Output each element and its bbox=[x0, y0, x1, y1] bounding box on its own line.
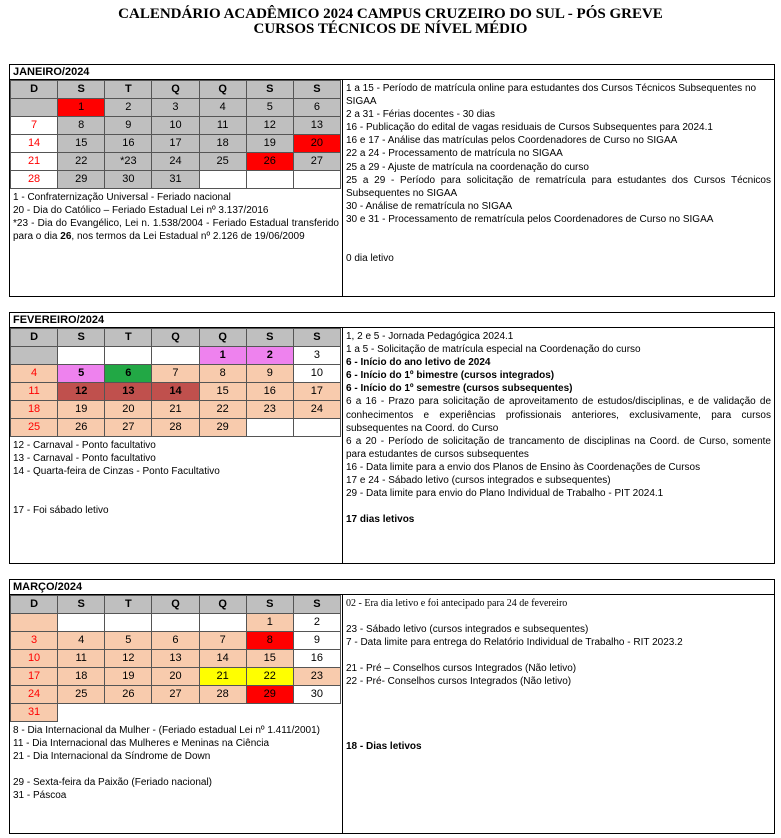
day-cell: 24 bbox=[152, 153, 199, 171]
note: 12 - Carnaval - Ponto facultativo bbox=[13, 440, 156, 451]
day-cell: 9 bbox=[293, 632, 340, 650]
day-cell: 1 bbox=[58, 99, 105, 117]
calendar-january bbox=[10, 80, 342, 245]
note: 17 - Foi sábado letivo bbox=[13, 505, 109, 516]
day-cell bbox=[199, 614, 246, 632]
weekday-cell: S bbox=[246, 329, 293, 347]
day-cell: 19 bbox=[105, 668, 152, 686]
day-cell: 31 bbox=[152, 171, 199, 189]
day-cell: 1 bbox=[246, 614, 293, 632]
total-school-days: 0 dia letivo bbox=[346, 253, 394, 265]
event-item: 6 a 20 - Período de solicitação de trancamento de disciplinas na Coord. de Curso, somente para estudantes de cursos subsequentes bbox=[346, 435, 771, 460]
event-item: 1 a 5 - Solicitação de matrícula especial na Coordenação do curso bbox=[346, 344, 641, 356]
event-item: 6 - Início do 1º semestre (cursos subsequentes) bbox=[346, 383, 573, 395]
day-cell: 29 bbox=[58, 171, 105, 189]
event-item: 22 a 24 - Processamento de matrícula no SIGAA bbox=[346, 148, 563, 160]
day-cell: 2 bbox=[246, 347, 293, 365]
weekday-cell: D bbox=[11, 81, 58, 99]
event-item: 16 - Publicação do edital de vagas residuais de Cursos Subsequentes para 2024.1 bbox=[346, 122, 713, 134]
day-cell: 18 bbox=[199, 135, 246, 153]
day-cell: 11 bbox=[199, 117, 246, 135]
day-cell: 18 bbox=[58, 668, 105, 686]
day-cell: 7 bbox=[199, 632, 246, 650]
day-cell bbox=[246, 704, 293, 722]
day-cell: 27 bbox=[293, 153, 340, 171]
day-cell: 21 bbox=[199, 668, 246, 686]
day-cell: 28 bbox=[199, 686, 246, 704]
day-cell bbox=[293, 419, 340, 437]
event-item: 25 a 29 - Período para solicitação de rematrícula para estudantes dos Cursos Técnicos Subsequentes no SIGAA bbox=[346, 174, 771, 199]
page-subtitle: CURSOS TÉCNICOS DE NÍVEL MÉDIO bbox=[253, 21, 528, 37]
day-cell bbox=[58, 347, 105, 365]
day-cell: 6 bbox=[293, 99, 340, 117]
weekday-cell: Q bbox=[199, 596, 246, 614]
day-cell bbox=[293, 171, 340, 189]
day-cell bbox=[152, 704, 199, 722]
day-cell: 8 bbox=[246, 632, 293, 650]
day-cell bbox=[105, 347, 152, 365]
event-item: 7 - Data limite para entrega do Relatório Individual de Trabalho - RIT 2023.2 bbox=[346, 637, 683, 649]
weekday-cell: D bbox=[11, 329, 58, 347]
day-cell: 20 bbox=[293, 135, 340, 153]
day-cell: 4 bbox=[11, 365, 58, 383]
weekday-cell: S bbox=[293, 329, 340, 347]
day-cell: 26 bbox=[58, 419, 105, 437]
month-january bbox=[9, 64, 775, 297]
day-cell: 25 bbox=[199, 153, 246, 171]
day-cell: 29 bbox=[246, 686, 293, 704]
weekday-cell: T bbox=[105, 596, 152, 614]
weekday-cell: Q bbox=[152, 329, 199, 347]
day-cell: 30 bbox=[105, 171, 152, 189]
day-cell: 6 bbox=[105, 365, 152, 383]
event-item: 1 a 15 - Período de matrícula online para estudantes dos Cursos Técnicos Subsequentes no SIGAA bbox=[346, 83, 757, 108]
weekday-cell: Q bbox=[199, 81, 246, 99]
day-cell: 14 bbox=[199, 650, 246, 668]
weekday-cell: Q bbox=[152, 596, 199, 614]
total-school-days: 17 dias letivos bbox=[346, 514, 415, 526]
events-march bbox=[342, 595, 774, 833]
day-cell: 25 bbox=[11, 419, 58, 437]
day-cell: 15 bbox=[199, 383, 246, 401]
day-cell: 9 bbox=[246, 365, 293, 383]
month-title: FEVEREIRO/2024 bbox=[10, 313, 774, 328]
day-cell: 20 bbox=[152, 668, 199, 686]
day-cell bbox=[152, 614, 199, 632]
note: 14 - Quarta-feira de Cinzas - Ponto Facultativo bbox=[13, 466, 220, 477]
day-cell: 10 bbox=[152, 117, 199, 135]
calendar-grid bbox=[10, 80, 341, 189]
day-cell: 20 bbox=[105, 401, 152, 419]
day-cell: 16 bbox=[293, 650, 340, 668]
day-cell: 26 bbox=[246, 153, 293, 171]
weekday-cell: T bbox=[105, 329, 152, 347]
day-cell: 22 bbox=[58, 153, 105, 171]
weekday-cell: S bbox=[293, 596, 340, 614]
day-cell bbox=[105, 704, 152, 722]
calendar-grid bbox=[10, 328, 341, 437]
day-cell: 11 bbox=[11, 383, 58, 401]
day-cell: 18 bbox=[11, 401, 58, 419]
day-cell bbox=[58, 704, 105, 722]
event-item: 2 a 31 - Férias docentes - 30 dias bbox=[346, 109, 495, 121]
weekday-cell: S bbox=[58, 329, 105, 347]
month-february bbox=[9, 312, 775, 564]
day-cell: 13 bbox=[293, 117, 340, 135]
page-title: CALENDÁRIO ACADÊMICO 2024 CAMPUS CRUZEIRO DO SUL - PÓS GREVE bbox=[118, 6, 663, 22]
day-cell: 23 bbox=[246, 401, 293, 419]
weekday-cell: Q bbox=[199, 329, 246, 347]
day-cell: 19 bbox=[246, 135, 293, 153]
event-item: 30 e 31 - Processamento de rematrícula pelos Coordenadores de Curso no SIGAA bbox=[346, 213, 714, 225]
day-cell: 8 bbox=[58, 117, 105, 135]
day-cell: 30 bbox=[293, 686, 340, 704]
day-cell bbox=[152, 347, 199, 365]
note: 21 - Dia Internacional da Síndrome de Down bbox=[13, 751, 211, 762]
calendar-grid bbox=[10, 595, 341, 722]
weekday-cell: S bbox=[58, 81, 105, 99]
weekday-cell: S bbox=[246, 81, 293, 99]
note: *23 - Dia do Evangélico, Lei n. 1.538/2004 - Feriado Estadual transferido para o dia 26, nos termos da Lei Estadual nº 2.126 de 19/06/2009 bbox=[13, 218, 339, 242]
day-cell: 14 bbox=[152, 383, 199, 401]
day-cell: 6 bbox=[152, 632, 199, 650]
note: 31 - Páscoa bbox=[13, 790, 67, 801]
weekday-cell: S bbox=[293, 81, 340, 99]
day-cell: 22 bbox=[199, 401, 246, 419]
day-cell: 3 bbox=[152, 99, 199, 117]
total-school-days: 18 - Dias letivos bbox=[346, 741, 422, 753]
day-cell bbox=[11, 99, 58, 117]
event-item: 22 - Pré- Conselhos cursos Integrados (Não letivo) bbox=[346, 676, 572, 688]
day-cell: 21 bbox=[152, 401, 199, 419]
day-cell: 28 bbox=[11, 171, 58, 189]
event-item: 25 a 29 - Ajuste de matrícula na coordenação do curso bbox=[346, 161, 589, 173]
day-cell: 1 bbox=[199, 347, 246, 365]
month-march bbox=[9, 579, 775, 834]
events-february bbox=[342, 328, 774, 563]
day-cell: *23 bbox=[105, 153, 152, 171]
day-cell: 17 bbox=[11, 668, 58, 686]
holiday-notes bbox=[10, 437, 342, 519]
day-cell: 2 bbox=[293, 614, 340, 632]
event-item: 17 e 24 - Sábado letivo (cursos integrados e subsequentes) bbox=[346, 475, 611, 487]
event-item: 02 - Era dia letivo e foi antecipado para 24 de fevereiro bbox=[346, 598, 568, 609]
event-item: 23 - Sábado letivo (cursos integrados e subsequentes) bbox=[346, 624, 589, 636]
day-cell bbox=[199, 704, 246, 722]
weekday-cell: D bbox=[11, 596, 58, 614]
day-cell bbox=[105, 614, 152, 632]
weekday-cell: Q bbox=[152, 81, 199, 99]
day-cell bbox=[199, 171, 246, 189]
event-item: 6 a 16 - Prazo para solicitação de aproveitamento de estudos/disciplinas, e de validação de conhecimentos e experiências profissionais anteriores, exclusivamente, para cursos subsequentes na Coord. do Curso bbox=[346, 396, 771, 434]
holiday-notes bbox=[10, 189, 342, 245]
event-item: 6 - Início do 1º bimestre (cursos integrados) bbox=[346, 370, 555, 382]
day-cell: 12 bbox=[105, 650, 152, 668]
day-cell: 4 bbox=[58, 632, 105, 650]
day-cell: 17 bbox=[293, 383, 340, 401]
calendar-february bbox=[10, 328, 342, 519]
day-cell: 29 bbox=[199, 419, 246, 437]
day-cell: 13 bbox=[152, 650, 199, 668]
weekday-cell: S bbox=[246, 596, 293, 614]
day-cell bbox=[246, 171, 293, 189]
events-january bbox=[342, 80, 774, 296]
event-item: 1, 2 e 5 - Jornada Pedagógica 2024.1 bbox=[346, 331, 514, 342]
event-item: 30 - Análise de rematrícula no SIGAA bbox=[346, 200, 513, 212]
day-cell: 10 bbox=[11, 650, 58, 668]
day-cell: 27 bbox=[152, 686, 199, 704]
day-cell: 14 bbox=[11, 135, 58, 153]
calendar-march bbox=[10, 595, 342, 804]
note: 11 - Dia Internacional das Mulheres e Meninas na Ciência bbox=[13, 738, 270, 749]
day-cell: 15 bbox=[58, 135, 105, 153]
day-cell: 24 bbox=[11, 686, 58, 704]
month-title: MARÇO/2024 bbox=[10, 580, 774, 595]
day-cell: 2 bbox=[105, 99, 152, 117]
weekday-cell: T bbox=[105, 81, 152, 99]
day-cell bbox=[11, 614, 58, 632]
event-item: 29 - Data limite para envio do Plano Individual de Trabalho - PIT 2024.1 bbox=[346, 488, 664, 500]
note: 1 - Confraternização Universal - Feriado nacional bbox=[13, 192, 231, 203]
note: 8 - Dia Internacional da Mulher - (Feriado estadual Lei nº 1.411/2001) bbox=[13, 725, 320, 736]
day-cell bbox=[246, 419, 293, 437]
day-cell: 19 bbox=[58, 401, 105, 419]
day-cell: 12 bbox=[246, 117, 293, 135]
day-cell: 12 bbox=[58, 383, 105, 401]
weekday-cell: S bbox=[58, 596, 105, 614]
day-cell: 3 bbox=[11, 632, 58, 650]
day-cell: 17 bbox=[152, 135, 199, 153]
day-cell: 9 bbox=[105, 117, 152, 135]
event-item: 21 - Pré – Conselhos cursos Integrados (Não letivo) bbox=[346, 663, 577, 675]
day-cell: 27 bbox=[105, 419, 152, 437]
day-cell: 7 bbox=[152, 365, 199, 383]
month-title: JANEIRO/2024 bbox=[10, 65, 774, 80]
day-cell: 28 bbox=[152, 419, 199, 437]
day-cell bbox=[11, 347, 58, 365]
day-cell: 5 bbox=[246, 99, 293, 117]
day-cell: 21 bbox=[11, 153, 58, 171]
day-cell: 25 bbox=[58, 686, 105, 704]
holiday-notes bbox=[10, 722, 342, 804]
day-cell bbox=[293, 704, 340, 722]
day-cell: 22 bbox=[246, 668, 293, 686]
note: 20 - Dia do Católico – Feriado Estadual Lei nº 3.137/2016 bbox=[13, 205, 269, 216]
day-cell: 4 bbox=[199, 99, 246, 117]
day-cell: 7 bbox=[11, 117, 58, 135]
day-cell: 31 bbox=[11, 704, 58, 722]
day-cell: 23 bbox=[293, 668, 340, 686]
day-cell bbox=[58, 614, 105, 632]
day-cell: 11 bbox=[58, 650, 105, 668]
day-cell: 26 bbox=[105, 686, 152, 704]
day-cell: 16 bbox=[246, 383, 293, 401]
event-item: 6 - Início do ano letivo de 2024 bbox=[346, 357, 491, 369]
day-cell: 24 bbox=[293, 401, 340, 419]
event-item: 16 - Data limite para a envio dos Planos de Ensino às Coordenações de Cursos bbox=[346, 461, 701, 473]
day-cell: 3 bbox=[293, 347, 340, 365]
day-cell: 15 bbox=[246, 650, 293, 668]
day-cell: 16 bbox=[105, 135, 152, 153]
event-item: 16 e 17 - Análise das matrículas pelos Coordenadores de Curso no SIGAA bbox=[346, 135, 678, 147]
day-cell: 8 bbox=[199, 365, 246, 383]
note: 29 - Sexta-feira da Paixão (Feriado nacional) bbox=[13, 777, 212, 788]
day-cell: 10 bbox=[293, 365, 340, 383]
note: 13 - Carnaval - Ponto facultativo bbox=[13, 453, 156, 464]
day-cell: 5 bbox=[105, 632, 152, 650]
day-cell: 5 bbox=[58, 365, 105, 383]
day-cell: 13 bbox=[105, 383, 152, 401]
